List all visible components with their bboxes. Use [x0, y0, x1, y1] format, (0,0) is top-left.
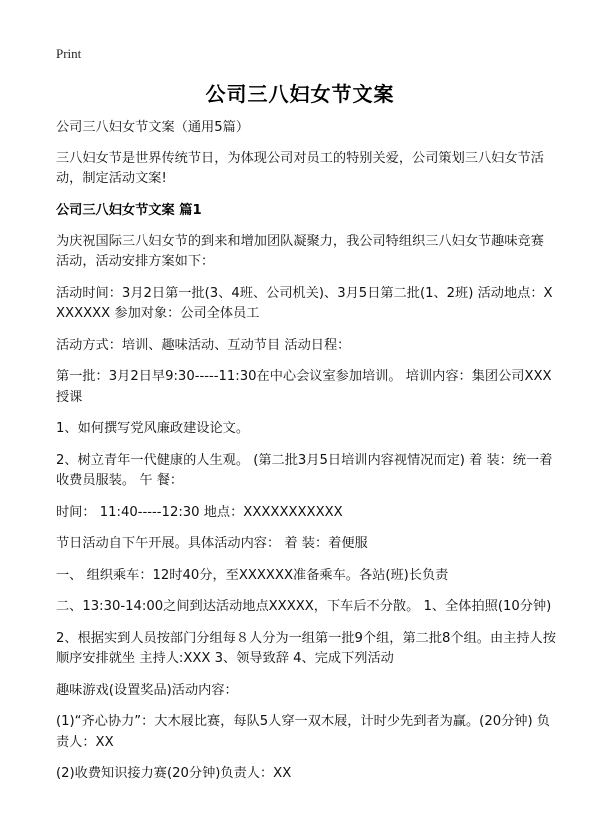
body-paragraph: 2、根据实到人员按部门分组每８人分为一组第一批9个组，第二批8个组。由主持人按顺序安排就坐 主持人:XXX 3、领导致辞 4、完成下列活动 — [56, 630, 556, 666]
body-paragraph: 趣味游戏(设置奖品)活动内容： — [56, 682, 238, 698]
body-paragraph: (2)收费知识接力赛(20分钟)负责人：XX — [56, 766, 292, 781]
body-paragraph: 时间： 11:40-----12:30 地点：XXXXXXXXXXX — [56, 504, 343, 520]
body-paragraph: 二、13:30-14:00之间到达活动地点XXXXX，下车后不分散。 1、全体拍照(10分钟) — [56, 599, 552, 614]
intro-paragraph: 三八妇女节是世界传统节日，为体现公司对员工的特别关爱，公司策划三八妇女节活动，制定活动文案! — [56, 150, 544, 186]
body-paragraph: 一、 组织乘车：12时40分，至XXXXXX准备乘车。各站(班)长负责 — [56, 567, 449, 583]
body-paragraph: 节日活动自下午开展。具体活动内容： 着 装：着便服 — [56, 536, 368, 551]
body-paragraph: 活动时间：3月2日第一批(3、4班、公司机关)、3月5日第二批(1、2班) 活动地点：XXXXXXX 参加对象：公司全体员工 — [56, 285, 553, 321]
section-heading: 公司三八妇女节文案 篇1 — [56, 202, 202, 218]
body-paragraph: (1)“齐心协力”：大木屐比赛，每队5人穿一双木屐，计时少先到者为赢。(20分钟) 负责人：XX — [56, 714, 550, 750]
page-title: 公司三八妇女节文案 — [205, 82, 395, 106]
body-paragraph: 为庆祝国际三八妇女节的到来和增加团队凝聚力，我公司特组织三八妇女节趣味竞赛活动，活动安排方案如下： — [56, 233, 544, 269]
body-paragraph: 2、树立青年一代健康的人生观。 (第二批3月5日培训内容视情况而定) 着 装：统一着收费员服装。 午 餐： — [56, 452, 553, 488]
print-label[interactable]: Print — [56, 46, 82, 61]
document-body — [56, 118, 556, 796]
body-paragraph: 第一批：3月2日早9:30-----11:30在中心会议室参加培训。 培训内容：集团公司XXX授课 — [56, 369, 552, 405]
document-subtitle: 公司三八妇女节文案（通用5篇） — [56, 120, 250, 135]
body-paragraph: 1、如何撰写党风廉政建设论文。 — [56, 421, 250, 436]
body-paragraph: 活动方式：培训、趣味活动、互动节目 活动日程： — [56, 337, 351, 353]
